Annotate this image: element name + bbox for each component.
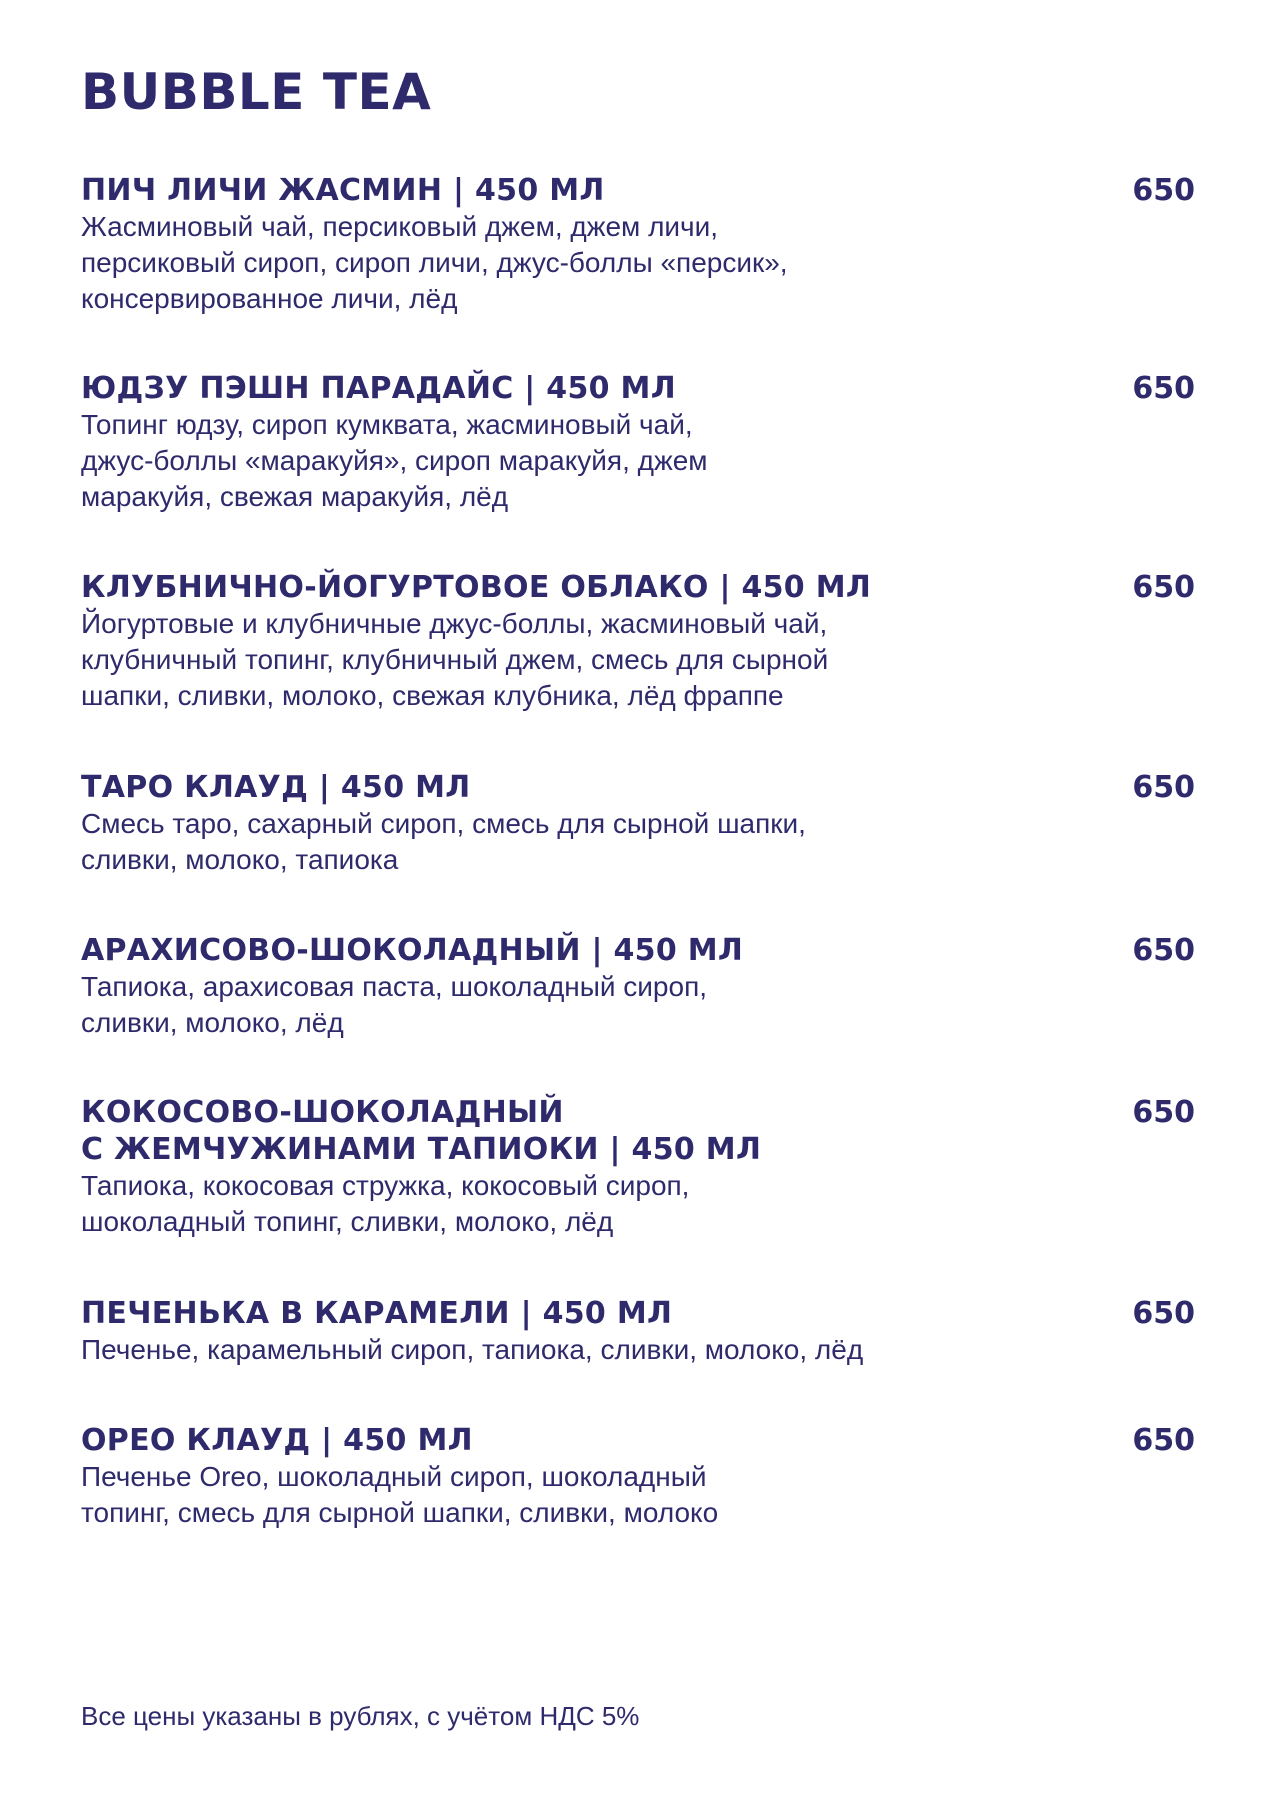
item-name: КЛУБНИЧНО-ЙОГУРТОВОЕ ОБЛАКО | 450 МЛ (81, 570, 872, 605)
menu-item (81, 172, 1195, 317)
item-description: Печенье, карамельный сироп, тапиока, сливки, молоко, лёд (81, 1334, 864, 1365)
item-name: ОРЕО КЛАУД | 450 МЛ (81, 1423, 473, 1458)
item-description: Тапиока, кокосовая стружка, кокосовый сироп, шоколадный топинг, сливки, молоко, лёд (81, 1170, 690, 1237)
item-price: 650 (1132, 1095, 1195, 1130)
menu-item (81, 1295, 1195, 1368)
item-description: Жасминовый чай, персиковый джем, джем личи, персиковый сироп, сироп личи, джус-боллы «персик», консервированное личи, лёд (81, 211, 788, 314)
menu-item (81, 1094, 1195, 1240)
item-price: 650 (1132, 1423, 1195, 1458)
menu-item (81, 569, 1195, 714)
item-name: ПЕЧЕНЬКА В КАРАМЕЛИ | 450 МЛ (81, 1296, 673, 1331)
menu-item (81, 1422, 1195, 1531)
menu-item (81, 769, 1195, 878)
item-name: ТАРО КЛАУД | 450 МЛ (81, 770, 471, 805)
item-description: Смесь таро, сахарный сироп, смесь для сырной шапки, сливки, молоко, тапиока (81, 808, 806, 875)
item-price: 650 (1132, 173, 1195, 208)
page-title: BUBBLE TEA (81, 63, 432, 121)
item-name: КОКОСОВО-ШОКОЛАДНЫЙ С ЖЕМЧУЖИНАМИ ТАПИОКИ | 450 МЛ (81, 1095, 762, 1167)
item-price: 650 (1132, 933, 1195, 968)
item-description: Йогуртовые и клубничные джус-боллы, жасминовый чай, клубничный топинг, клубничный джем, смесь для сырной шапки, сливки, молоко, свежая клубника, лёд фраппе (81, 608, 829, 711)
item-description: Печенье Oreo, шоколадный сироп, шоколадный топинг, смесь для сырной шапки, сливки, молоко (81, 1461, 719, 1528)
item-name: ПИЧ ЛИЧИ ЖАСМИН | 450 МЛ (81, 173, 605, 208)
item-name: АРАХИСОВО-ШОКОЛАДНЫЙ | 450 МЛ (81, 933, 744, 968)
item-description: Топинг юдзу, сироп кумквата, жасминовый чай, джус-боллы «маракуйя», сироп маракуйя, джем маракуйя, свежая маракуйя, лёд (81, 409, 708, 512)
item-price: 650 (1132, 570, 1195, 605)
item-description: Тапиока, арахисовая паста, шоколадный сироп, сливки, молоко, лёд (81, 971, 708, 1038)
menu-list (81, 0, 1195, 1800)
menu-item (81, 932, 1195, 1041)
item-price: 650 (1132, 1296, 1195, 1331)
item-price: 650 (1132, 371, 1195, 406)
menu-item (81, 370, 1195, 515)
price-footnote: Все цены указаны в рублях, с учётом НДС 5% (81, 1701, 640, 1731)
item-price: 650 (1132, 770, 1195, 805)
item-name: ЮДЗУ ПЭШН ПАРАДАЙС | 450 МЛ (81, 371, 676, 406)
